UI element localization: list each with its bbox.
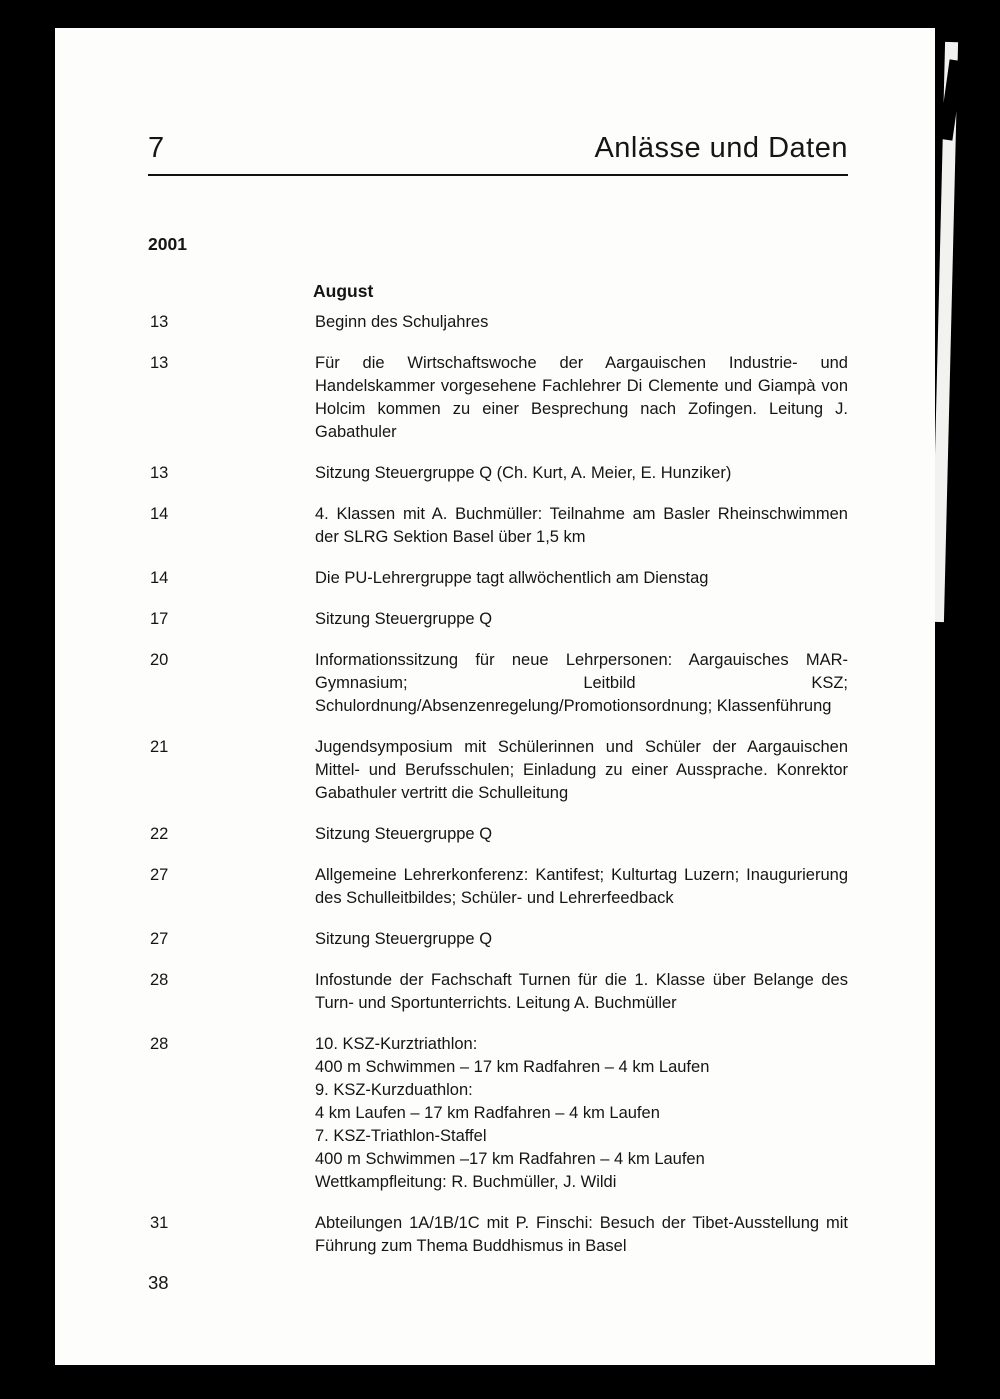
event-row: [148, 567, 848, 590]
paper: [55, 28, 935, 1365]
event-row: [148, 1033, 848, 1194]
event-text: 10. KSZ-Kurztriathlon: 400 m Schwimmen – 17 km Radfahren – 4 km Laufen 9. KSZ-Kurzduathlon: 4 km Laufen – 17 km Radfahren – 4 km Laufen 7. KSZ-Triathlon-Staffel 400 m Schwimmen –17 km Radfahren – 4 km Laufen Wettkampfleitung: R. Buchmüller, J. Wildi: [315, 1035, 710, 1191]
year-label: 2001: [148, 234, 187, 254]
event-date: 17: [150, 610, 169, 628]
event-text: Allgemeine Lehrerkonferenz: Kantifest; Kulturtag Luzern; Inaugurierung des Schulleitbildes; Schüler- und Lehrerfeedback: [315, 866, 848, 907]
month-heading: August: [313, 281, 374, 301]
event-text: Sitzung Steuergruppe Q: [315, 610, 493, 628]
event-date: 28: [150, 971, 169, 989]
page-number: 38: [148, 1272, 169, 1293]
event-date: 20: [150, 651, 169, 669]
event-text: Beginn des Schuljahres: [315, 313, 489, 331]
event-date: 14: [150, 505, 169, 523]
page-content: [148, 28, 848, 1258]
event-date: 27: [150, 866, 169, 884]
event-date: 13: [150, 313, 169, 331]
event-text: Abteilungen 1A/1B/1C mit P. Finschi: Besuch der Tibet-Ausstellung mit Führung zum Thema Buddhismus in Basel: [315, 1214, 848, 1255]
chapter-title: Anlässe und Daten: [594, 132, 848, 164]
event-row: [148, 462, 848, 485]
event-row: [148, 864, 848, 910]
event-date: 21: [150, 738, 169, 756]
event-date: 13: [150, 464, 169, 482]
event-text: Sitzung Steuergruppe Q (Ch. Kurt, A. Meier, E. Hunziker): [315, 464, 732, 482]
event-date: 28: [150, 1035, 169, 1053]
event-row: [148, 928, 848, 951]
event-text: Für die Wirtschaftswoche der Aargauischen Industrie- und Handelskammer vorgesehene Fachlehrer Di Clemente und Giampà von Holcim kommen zu einer Besprechung nach Zofingen. Leitung J. Gabathuler: [315, 354, 848, 441]
event-row: [148, 969, 848, 1015]
event-text: Informationssitzung für neue Lehrpersonen: Aargauisches MAR-Gymnasium; Leitbild KSZ; Schulordnung/Absenzenregelung/Promotionsordnung; Klassenführung: [315, 651, 848, 715]
page-header: [148, 132, 848, 176]
event-row: [148, 608, 848, 631]
event-text: Infostunde der Fachschaft Turnen für die 1. Klasse über Belange des Turn- und Sportunterrichts. Leitung A. Buchmüller: [315, 971, 848, 1012]
event-row: [148, 823, 848, 846]
event-row: [148, 311, 848, 334]
chapter-number: 7: [148, 132, 165, 164]
event-date: 31: [150, 1214, 169, 1232]
event-row: [148, 649, 848, 718]
event-row: [148, 1212, 848, 1258]
events-list: [148, 311, 848, 1258]
event-date: 14: [150, 569, 169, 587]
event-text: 4. Klassen mit A. Buchmüller: Teilnahme am Basler Rheinschwimmen der SLRG Sektion Basel über 1,5 km: [315, 505, 848, 546]
scan-edge-notch: [939, 59, 964, 140]
event-date: 13: [150, 354, 169, 372]
event-row: [148, 352, 848, 444]
event-date: 22: [150, 825, 169, 843]
event-row: [148, 736, 848, 805]
event-date: 27: [150, 930, 169, 948]
event-text: Sitzung Steuergruppe Q: [315, 825, 493, 843]
event-text: Sitzung Steuergruppe Q: [315, 930, 493, 948]
event-text: Jugendsymposium mit Schülerinnen und Schüler der Aargauischen Mittel- und Berufsschulen; Einladung zu einer Aussprache. Konrektor Gabathuler vertritt die Schulleitung: [315, 738, 848, 802]
event-text: Die PU-Lehrergruppe tagt allwöchentlich am Dienstag: [315, 569, 709, 587]
event-row: [148, 503, 848, 549]
